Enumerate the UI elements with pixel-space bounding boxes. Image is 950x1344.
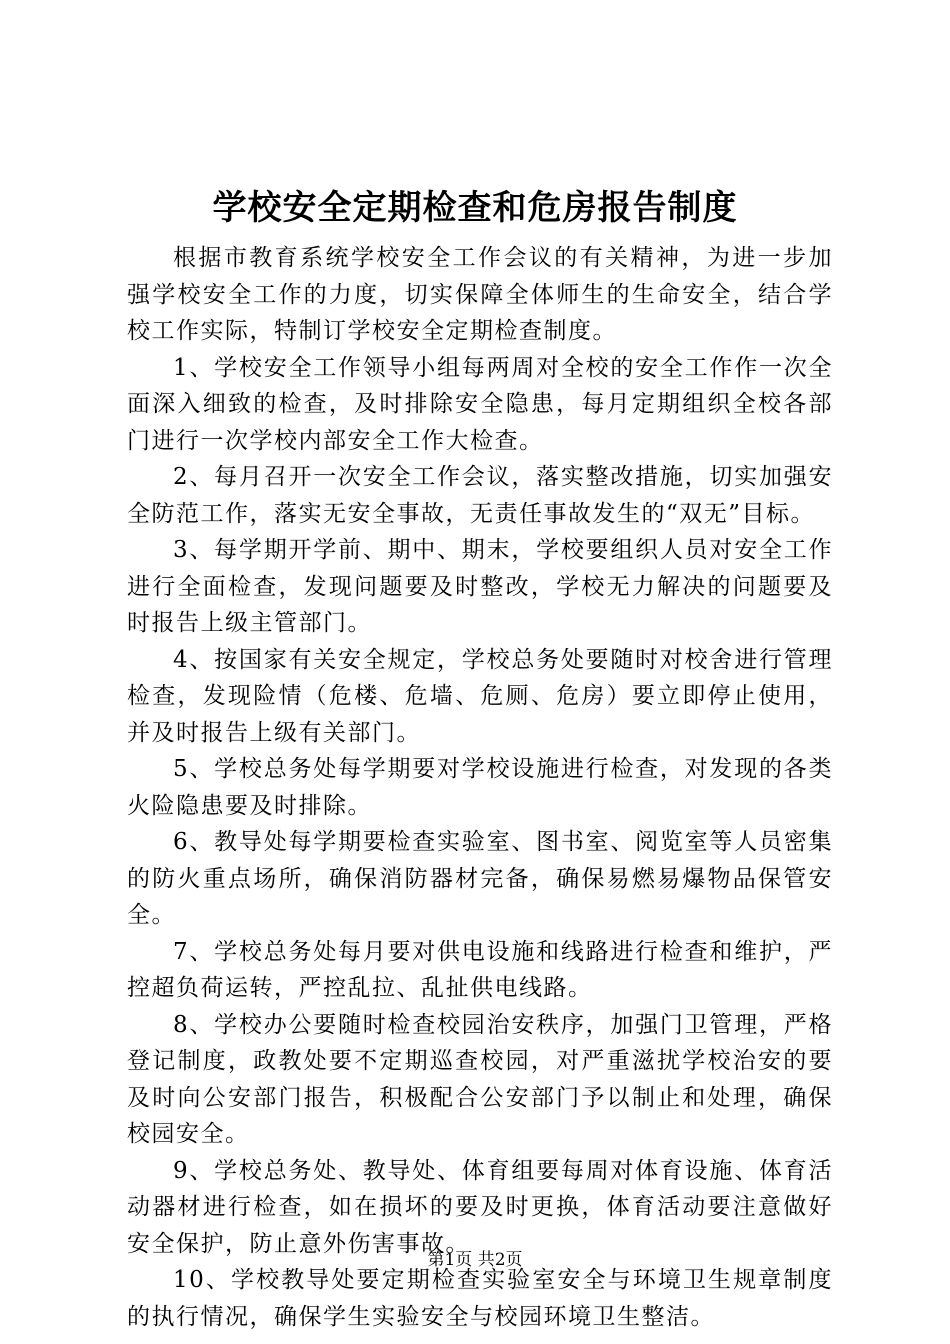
paragraph-item-6: 6、教导处每学期要检查实验室、图书室、阅览室等人员密集的防火重点场所，确保消防器材完备，确保易燃易爆物品保管安全。: [127, 829, 833, 928]
paragraph-item-2: 2、每月召开一次安全工作会议，落实整改措施，切实加强安全防范工作，落实无安全事故，无责任事故发生的“双无”目标。: [127, 464, 833, 527]
page-number-footer: 第1页 共2页: [427, 1250, 523, 1270]
paragraph-item-4: 4、按国家有关安全规定，学校总务处要随时对校舍进行管理检查，发现险情（危楼、危墙、危厕、危房）要立即停止使用，并及时报告上级有关部门。: [127, 646, 833, 746]
paragraph-item-8: 8、学校办公要随时检查校园治安秩序，加强门卫管理，严格登记制度，政教处要不定期巡查校园，对严重滋扰学校治安的要及时向公安部门报告，积极配合公安部门予以制止和处理，确保校园安全。: [127, 1011, 833, 1147]
paragraph-item-7: 7、学校总务处每月要对供电设施和线路进行检查和维护，严控超负荷运转，严控乱拉、乱扯供电线路。: [127, 938, 833, 1001]
paragraph-intro: 根据市教育系统学校安全工作会议的有关精神，为进一步加强学校安全工作的力度，切实保障全体师生的生命安全，结合学校工作实际，特制订学校安全定期检查制度。: [127, 245, 833, 344]
paragraph-item-3: 3、每学期开学前、期中、期末，学校要组织人员对安全工作进行全面检查，发现问题要及时整改，学校无力解决的问题要及时报告上级主管部门。: [127, 537, 833, 636]
document-title: 学校安全定期检查和危房报告制度: [212, 188, 738, 228]
paragraph-item-10: 10、学校教导处要定期检查实验室安全与环境卫生规章制度的执行情况，确保学生实验安全与校园环境卫生整洁。: [127, 1267, 833, 1330]
paragraph-item-1: 1、学校安全工作领导小组每两周对全校的安全工作作一次全面深入细致的检查，及时排除安全隐患，每月定期组织全校各部门进行一次学校内部安全工作大检查。: [127, 354, 833, 454]
paragraph-item-5: 5、学校总务处每学期要对学校设施进行检查，对发现的各类火险隐患要及时排除。: [127, 756, 833, 819]
paragraph-item-9: 9、学校总务处、教导处、体育组要每周对体育设施、体育活动器材进行检查，如在损坏的要及时更换，体育活动要注意做好安全保护，防止意外伤害事故。: [127, 1157, 833, 1257]
document-body: [127, 240, 833, 1335]
